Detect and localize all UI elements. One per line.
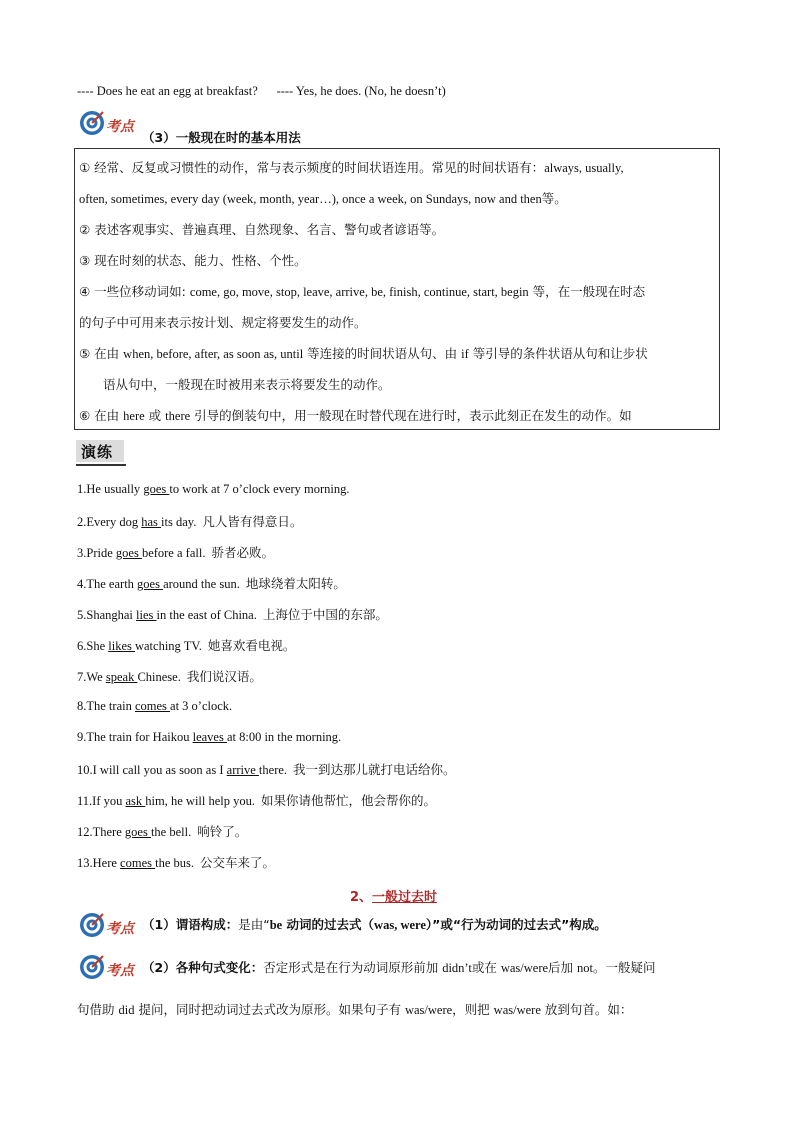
usage-line-2: often, sometimes, every day (week, month, year…), once a week, on Sundays, now and then等。 [79, 191, 567, 206]
exercise-item: 10.I will call you as soon as I arrive there. 我一到达那儿就打电话给你。 [77, 762, 456, 777]
past-point-2-line-2: 句借助 did 提问，同时把动词过去式改为原形。如果句子有 was/were，则把 was/were 放到句首。如： [77, 1002, 633, 1017]
usage-line-1: ① 经常、反复或习惯性的动作，常与表示频度的时间状语连用。常见的时间状语有：always, usually, [79, 160, 624, 175]
exercise-item: 8.The train comes at 3 o’clock. [77, 699, 233, 713]
exercise-item: 11.If you ask him, he will help you. 如果你请他帮忙，他会帮你的。 [77, 793, 437, 808]
exercise-item: 3.Pride goes before a fall. 骄者必败。 [77, 545, 274, 560]
answer-word: goes [124, 825, 151, 839]
usage-line-9: ⑥ 在由 here 或 there 引导的倒装句中，用一般现在时替代现在进行时，表示此刻正在发生的动作。如 [79, 408, 632, 423]
target-icon [79, 912, 105, 938]
exercise-item: 13.Here comes the bus. 公交车来了。 [77, 855, 276, 870]
key-point-badge [79, 110, 134, 136]
exercise-item: 9.The train for Haikou leaves at 8:00 in the morning. [77, 730, 342, 744]
answer-word: goes [115, 546, 142, 560]
key-point-badge [79, 912, 134, 938]
example-answer: ---- Yes, he does. (No, he doesn’t) [276, 84, 446, 98]
translation: 地球绕着太阳转。 [245, 576, 346, 591]
answer-word: comes [120, 856, 156, 870]
exercise-item: 12.There goes the bell. 响铃了。 [77, 824, 248, 839]
target-icon [79, 954, 105, 980]
translation: 她喜欢看电视。 [207, 638, 296, 653]
answer-word: arrive [226, 763, 259, 777]
usage-line-4: ③ 现在时刻的状态、能力、性格、个性。 [79, 253, 307, 268]
exercise-item: 5.Shanghai lies in the east of China. 上海位于中国的东部。 [77, 607, 388, 622]
translation: 上海位于中国的东部。 [262, 607, 388, 622]
practice-label: 演练 [76, 438, 126, 464]
key-point-label: 考点 [106, 921, 134, 937]
usage-box [74, 148, 720, 430]
key-point-badge [79, 954, 134, 980]
point3-title: （3）一般现在时的基本用法 [142, 130, 301, 145]
answer-word: lies [136, 608, 157, 622]
translation: 凡人皆有得意日。 [202, 514, 303, 529]
answer-word: goes [143, 482, 170, 496]
usage-line-7: ⑤ 在由 when, before, after, as soon as, until 等连接的时间状语从句、由 if 等引导的条件状语从句和让步状 [79, 346, 648, 361]
usage-line-5: ④ 一些位移动词如: come, go, move, stop, leave, arrive, be, finish, continue, start, begin 等，在一般现在时态 [79, 284, 646, 299]
answer-word: leaves [192, 730, 227, 744]
translation: 我们说汉语。 [186, 669, 262, 684]
past-point-2-line-1: （2）各种句式变化：否定形式是在行为动词原形前加 didn’t或在 was/were后加 not。一般疑问 [142, 960, 656, 975]
example-question: ---- Does he eat an egg at breakfast? [77, 84, 258, 98]
answer-word: has [141, 515, 162, 529]
translation: 响铃了。 [197, 824, 248, 839]
example-dialogue [77, 84, 446, 99]
usage-line-8: 语从句中，一般现在时被用来表示将要发生的动作。 [103, 377, 391, 392]
target-icon [79, 110, 105, 136]
exercise-item: 6.She likes watching TV. 她喜欢看电视。 [77, 638, 296, 653]
exercise-item: 1.He usually goes to work at 7 o’clock every morning. [77, 482, 350, 496]
answer-word: speak [105, 670, 138, 684]
past-point-1: （1）谓语构成：是由“be 动词的过去式（was, were）”或“行为动词的过去式”构成。 [142, 917, 607, 932]
answer-word: ask [125, 794, 146, 808]
section-title: 2、一般过去时 [350, 890, 438, 905]
exercise-item: 2.Every dog has its day. 凡人皆有得意日。 [77, 514, 303, 529]
exercise-item: 4.The earth goes around the sun. 地球绕着太阳转。 [77, 576, 346, 591]
exercise-item: 7.We speak Chinese. 我们说汉语。 [77, 669, 262, 684]
translation: 公交车来了。 [200, 855, 276, 870]
key-point-label: 考点 [106, 119, 134, 135]
translation: 如果你请他帮忙，他会帮你的。 [261, 793, 437, 808]
translation: 骄者必败。 [211, 545, 274, 560]
usage-line-6: 的句子中可用来表示按计划、规定将要发生的动作。 [79, 315, 367, 330]
usage-line-3: ② 表述客观事实、普遍真理、自然现象、名言、警句或者谚语等。 [79, 222, 445, 237]
key-point-label: 考点 [106, 963, 134, 979]
answer-word: likes [108, 639, 135, 653]
translation: 我一到达那儿就打电话给你。 [293, 762, 456, 777]
answer-word: goes [137, 577, 164, 591]
answer-word: comes [134, 699, 171, 713]
